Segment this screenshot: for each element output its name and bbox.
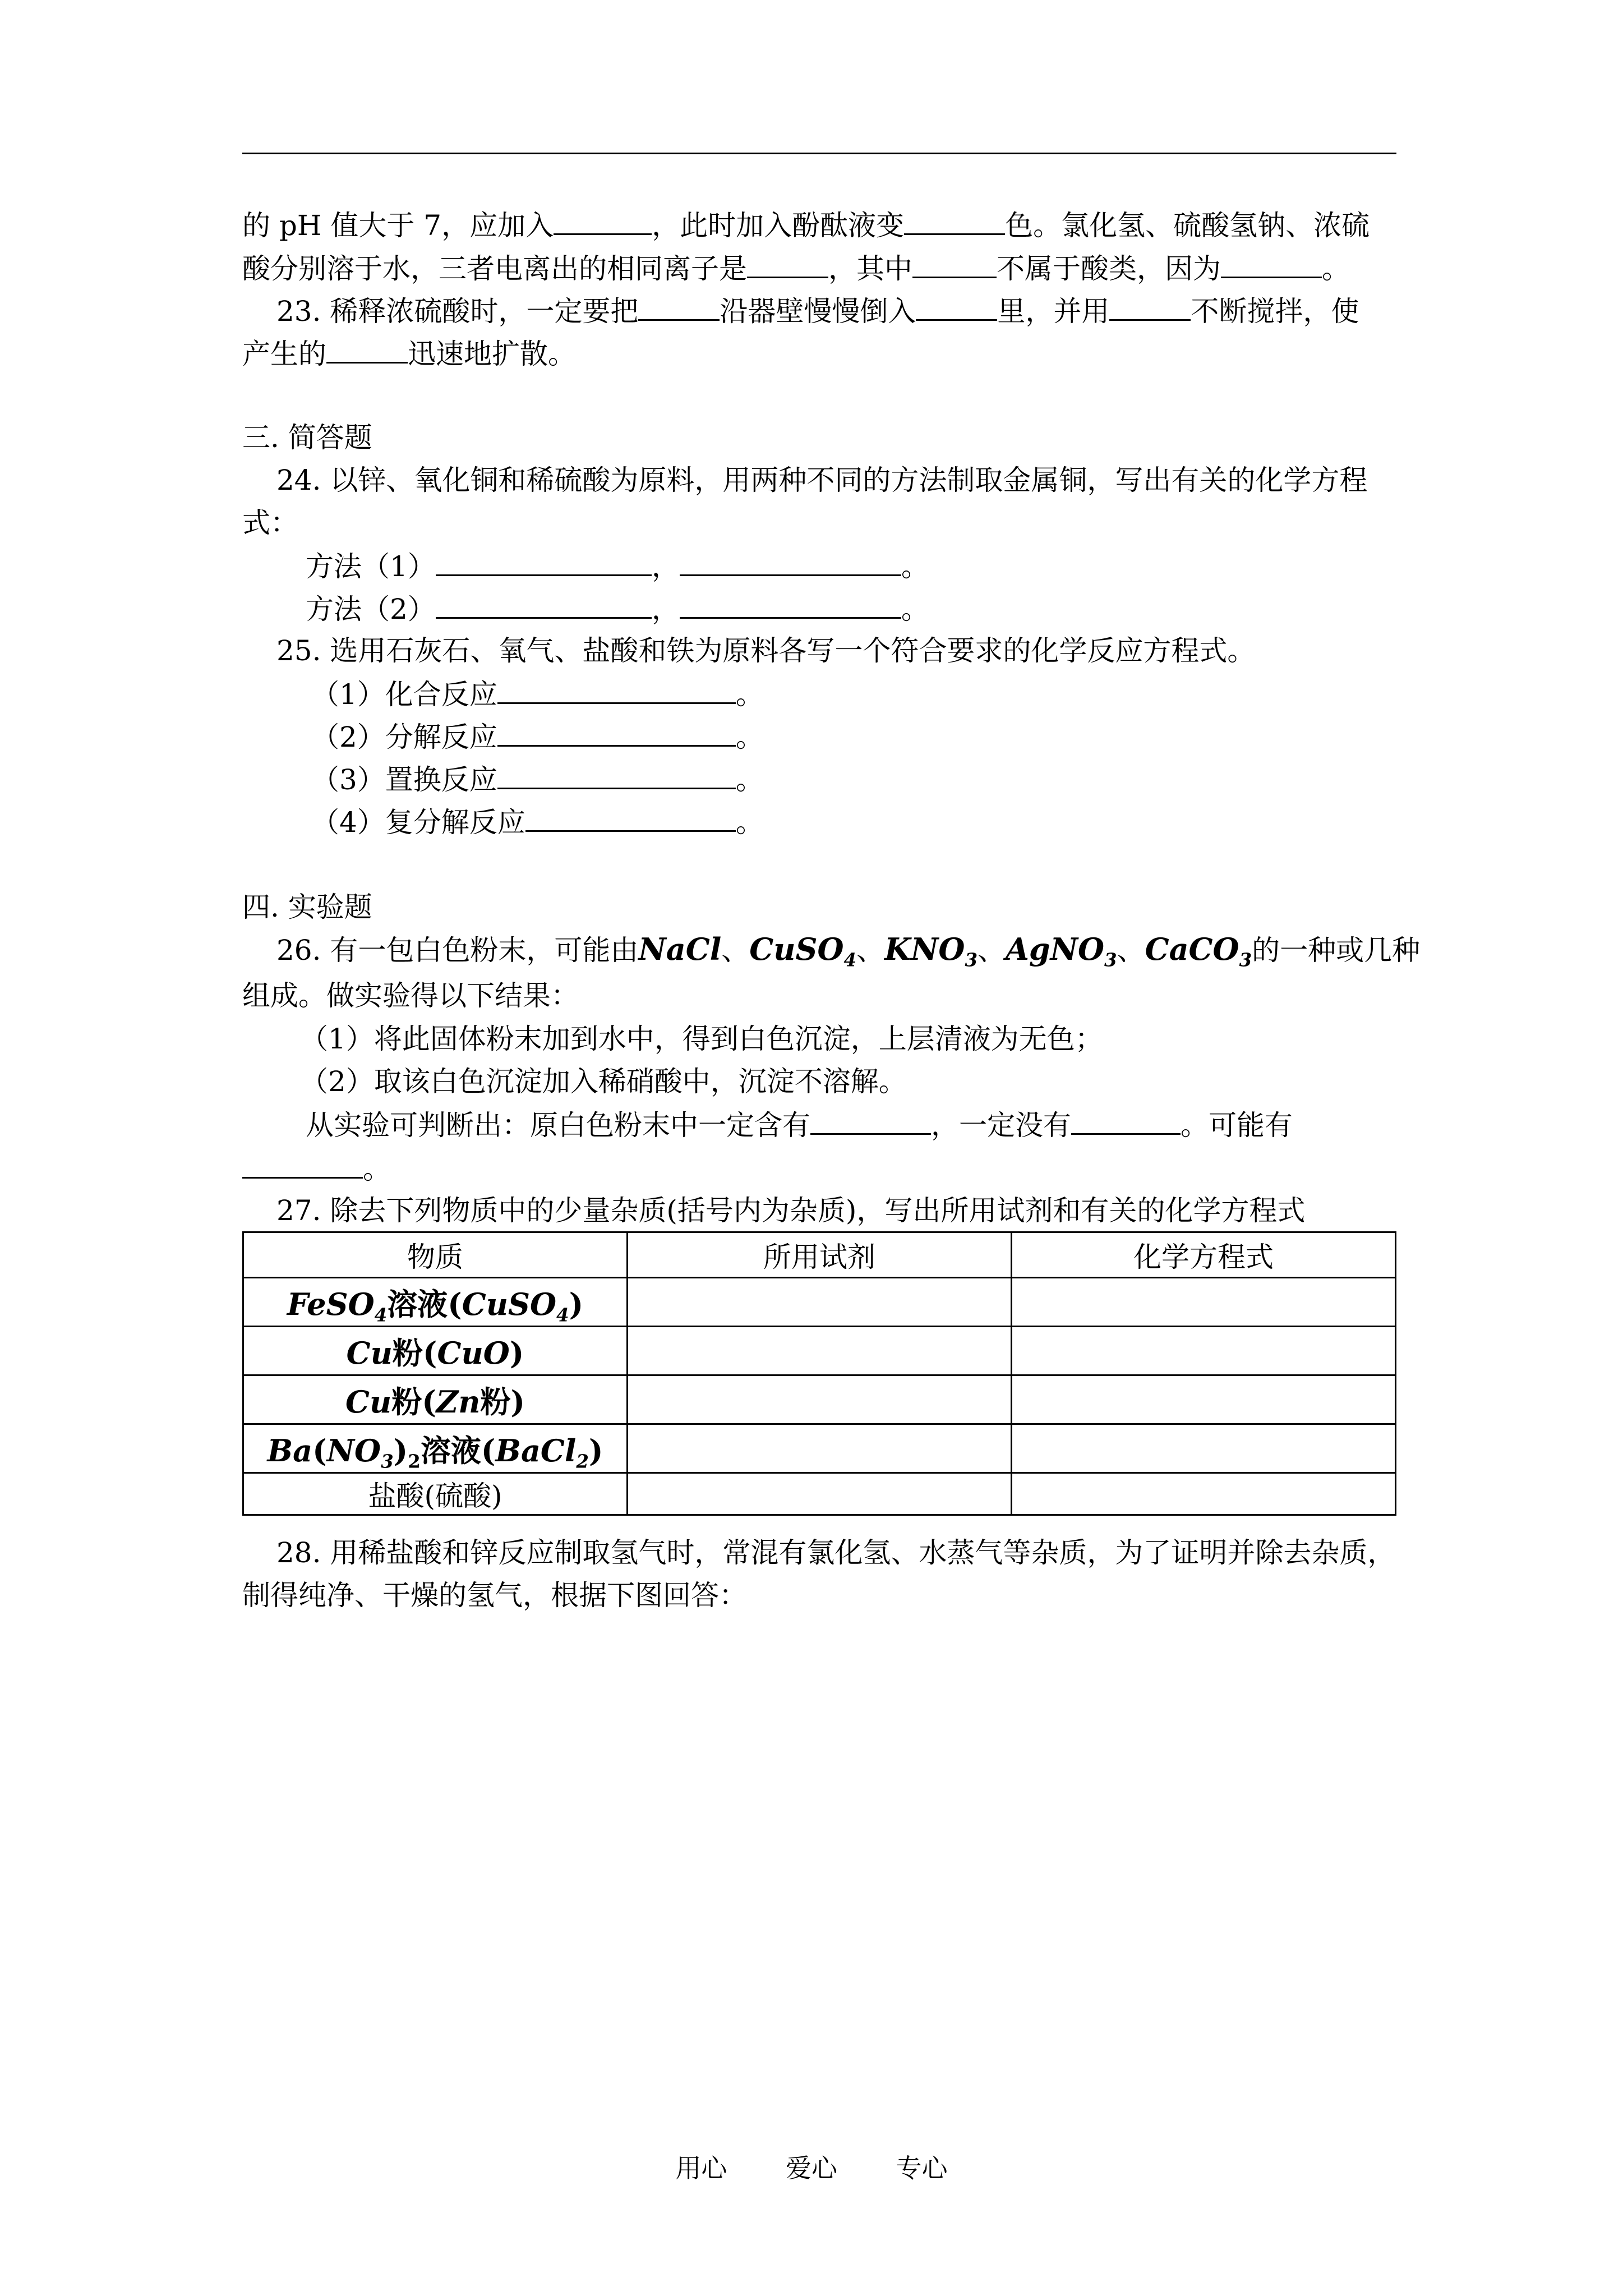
- q26-line-1: [276, 931, 1421, 971]
- table-row: [243, 1278, 1396, 1327]
- q26-line-2: 组成。做实验得以下结果：: [242, 979, 579, 1012]
- reaction-label: （1）化合反应: [311, 678, 497, 711]
- q26-observation-1: （1）将此固体粉末加到水中，得到白色沉淀，上层清液为无色；: [300, 1023, 1103, 1055]
- q26-text: 26. 有一包白色粉末，可能由: [276, 934, 639, 967]
- method-label: 方法（1）: [306, 550, 436, 583]
- reagent-cell[interactable]: [628, 1473, 1012, 1515]
- answer-blank[interactable]: [1109, 292, 1191, 321]
- punct: 、: [721, 934, 750, 967]
- answer-blank[interactable]: [436, 547, 652, 576]
- punct: 。: [901, 593, 929, 625]
- reagent-cell[interactable]: [628, 1424, 1012, 1473]
- page-footer: [0, 2151, 1623, 2185]
- q25-item: [311, 761, 764, 798]
- answer-blank[interactable]: [1221, 250, 1322, 278]
- punct: 。: [735, 763, 764, 796]
- q26-observation-2: （2）取该白色沉淀加入稀硝酸中，沉淀不溶解。: [300, 1065, 907, 1098]
- punct: ，: [651, 550, 680, 583]
- punct: 、: [856, 934, 885, 967]
- answer-blank[interactable]: [436, 590, 652, 619]
- reagent-cell[interactable]: [628, 1278, 1012, 1327]
- equation-cell[interactable]: [1012, 1375, 1396, 1424]
- reaction-label: （4）复分解反应: [311, 806, 525, 839]
- formula: $KNO_3$: [884, 931, 978, 971]
- equation-cell[interactable]: [1012, 1473, 1396, 1515]
- answer-blank[interactable]: [554, 206, 652, 235]
- answer-blank[interactable]: [638, 292, 720, 321]
- punct: ，: [651, 593, 680, 625]
- answer-blank[interactable]: [242, 1150, 363, 1179]
- q22-text: 酸分别溶于水，三者电离出的相同离子是: [242, 252, 747, 285]
- footer-word: 用心: [675, 2153, 727, 2183]
- substance-cell: $Ba(NO_3)_2$溶液(BaCl$_2$): [243, 1424, 628, 1473]
- punct: 。: [363, 1153, 391, 1185]
- answer-blank[interactable]: [326, 335, 408, 364]
- q23-line-1: [276, 292, 1359, 329]
- header-rule: [242, 153, 1396, 154]
- table-header-row: [243, 1232, 1396, 1278]
- answer-blank[interactable]: [680, 547, 901, 576]
- q24-line-1: 24. 以锌、氧化铜和稀硫酸为原料，用两种不同的方法制取金属铜，写出有关的化学方程: [276, 464, 1368, 496]
- reagent-cell[interactable]: [628, 1327, 1012, 1375]
- substance-cell: Cu粉(Zn粉): [243, 1375, 628, 1424]
- formula: AgNO$_3$: [1005, 931, 1117, 971]
- table-header: 物质: [243, 1232, 628, 1278]
- q25-item: [311, 718, 764, 755]
- q22-text: 不属于酸类，因为: [997, 252, 1221, 285]
- answer-blank[interactable]: [680, 590, 901, 619]
- q25-line-1: 25. 选用石灰石、氧气、盐酸和铁为原料各写一个符合要求的化学反应方程式。: [276, 634, 1256, 667]
- q25-item: [311, 675, 764, 712]
- q26-conclusion-cont: [242, 1150, 391, 1187]
- q22-text: 。: [1322, 252, 1350, 285]
- q26-text: 的一种或几种: [1252, 934, 1421, 967]
- answer-blank[interactable]: [525, 803, 736, 832]
- q23-text: 23. 稀释浓硫酸时，一定要把: [276, 295, 639, 328]
- table-header: 所用试剂: [628, 1232, 1012, 1278]
- answer-blank[interactable]: [1071, 1106, 1181, 1135]
- punct: 、: [1117, 934, 1145, 967]
- q22-line-2: [242, 250, 1350, 287]
- q24-method-2: [306, 590, 929, 627]
- answer-blank[interactable]: [497, 761, 736, 789]
- q22-text: 色。氯化氢、硫酸氢钠、浓硫: [1005, 209, 1370, 242]
- answer-blank[interactable]: [916, 292, 997, 321]
- formula: CaCO$_3$: [1145, 931, 1252, 971]
- q26-text: 。可能有: [1181, 1109, 1293, 1142]
- answer-blank[interactable]: [497, 718, 736, 747]
- q23-text: 迅速地扩散。: [408, 338, 576, 370]
- equation-cell[interactable]: [1012, 1327, 1396, 1375]
- q24-method-1: [306, 547, 929, 585]
- reaction-label: （3）置换反应: [311, 763, 497, 796]
- q26-conclusion: [306, 1106, 1293, 1143]
- punct: 。: [735, 678, 764, 711]
- q26-text: 从实验可判断出：原白色粉末中一定含有: [306, 1109, 810, 1142]
- q28-line-1: 28. 用稀盐酸和锌反应制取氢气时，常混有氯化氢、水蒸气等杂质，为了证明并除去杂质，: [276, 1536, 1396, 1569]
- answer-blank[interactable]: [904, 206, 1005, 235]
- formula: NaCl: [638, 931, 722, 967]
- answer-blank[interactable]: [912, 250, 997, 278]
- equation-cell[interactable]: [1012, 1424, 1396, 1473]
- q27-line-1: 27. 除去下列物质中的少量杂质(括号内为杂质)，写出所用试剂和有关的化学方程式: [276, 1194, 1306, 1227]
- punct: 。: [901, 550, 929, 583]
- answer-blank[interactable]: [497, 675, 736, 704]
- footer-word: 爱心: [786, 2153, 837, 2183]
- q22-text: ，其中: [828, 252, 912, 285]
- impurity-table: [242, 1231, 1396, 1516]
- table-row: [243, 1327, 1396, 1375]
- table-header: 化学方程式: [1012, 1232, 1396, 1278]
- equation-cell[interactable]: [1012, 1278, 1396, 1327]
- q25-item: [311, 803, 764, 840]
- substance-cell: FeSO$_4$溶液(CuSO$_4$): [243, 1278, 628, 1327]
- q23-text: 不断搅拌，使: [1191, 295, 1359, 328]
- q26-text: ，一定没有: [931, 1109, 1071, 1142]
- q28-line-2: 制得纯净、干燥的氢气，根据下图回答：: [242, 1579, 747, 1612]
- table-row: [243, 1424, 1396, 1473]
- section-heading: 三. 简答题: [242, 421, 372, 454]
- reagent-cell[interactable]: [628, 1375, 1012, 1424]
- punct: 。: [735, 721, 764, 753]
- table-row: [243, 1473, 1396, 1515]
- substance-cell: 盐酸(硫酸): [243, 1473, 628, 1515]
- punct: 。: [735, 806, 764, 839]
- q23-text: 产生的: [242, 338, 326, 370]
- substance-cell: Cu粉(CuO): [243, 1327, 628, 1375]
- answer-blank[interactable]: [810, 1106, 931, 1135]
- q24-line-2: 式：: [242, 507, 298, 539]
- q23-line-2: [242, 335, 576, 372]
- reaction-label: （2）分解反应: [311, 721, 497, 753]
- table-row: [243, 1375, 1396, 1424]
- q22-line-1: [242, 206, 1370, 243]
- q22-text: ，此时加入酚酞液变: [652, 209, 905, 242]
- punct: 、: [977, 934, 1006, 967]
- q23-text: 沿器壁慢慢倒入: [720, 295, 916, 328]
- method-label: 方法（2）: [306, 593, 436, 625]
- section-heading: 四. 实验题: [242, 891, 372, 923]
- footer-word: 专心: [896, 2153, 948, 2183]
- formula: CuSO$_4$: [749, 931, 857, 971]
- q23-text: 里，并用: [997, 295, 1110, 328]
- q22-text: 的 pH 值大于 7，应加入: [242, 209, 554, 242]
- answer-blank[interactable]: [747, 250, 828, 278]
